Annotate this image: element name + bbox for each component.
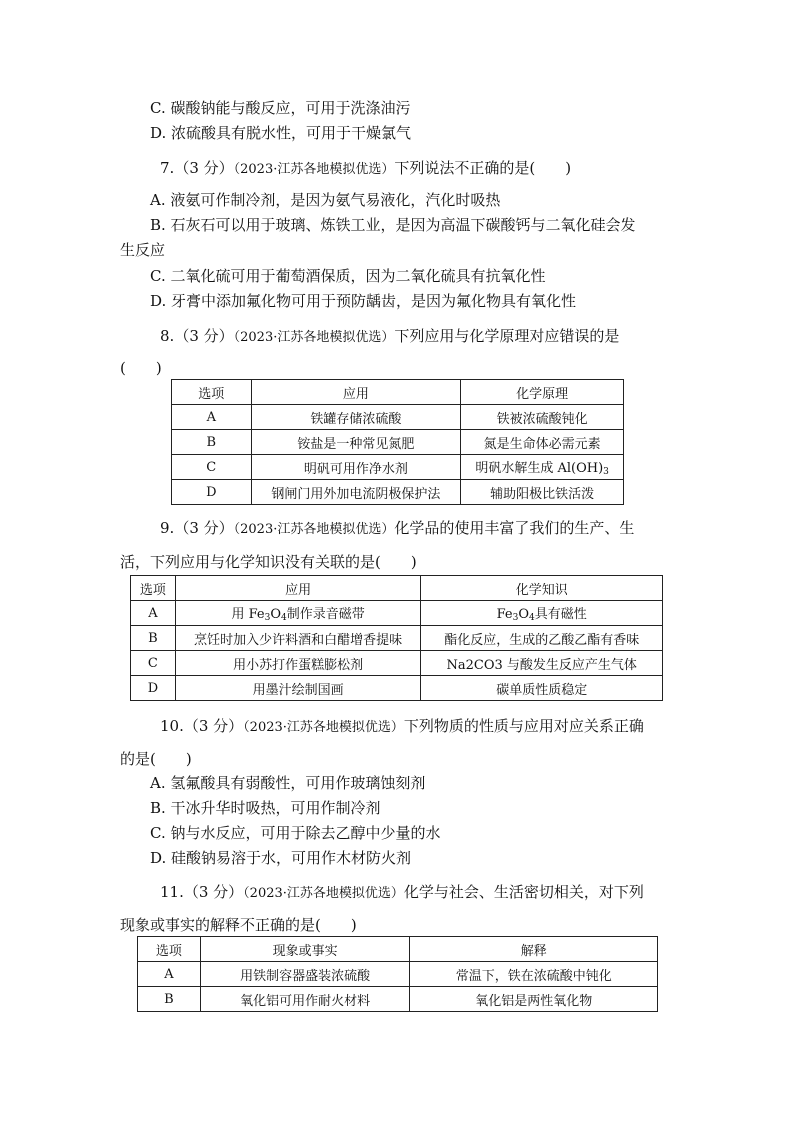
q8-number: 8. (160, 327, 175, 345)
table-header-row (138, 937, 658, 962)
q11-stem-cont: 现象或事实的解释不正确的是( ) (120, 916, 357, 934)
formula-text: O (518, 607, 530, 622)
q7-source: （2023·江苏各地模拟优选） (233, 162, 395, 177)
table-row (172, 480, 624, 505)
q7-stem (160, 158, 571, 180)
formula-subscript: 4 (281, 613, 287, 623)
formula-subscript: 3 (512, 613, 519, 623)
table-cell: 氧化铝是两性氧化物 (410, 987, 658, 1012)
table-cell: 铁罐存储浓硫酸 (251, 405, 461, 430)
table-header: 应用 (175, 576, 421, 601)
q11-stem (160, 882, 644, 904)
table-cell: 酯化反应，生成的乙酸乙酯有香味 (421, 626, 663, 651)
q10-option-c: C. 钠与水反应，可用于除去乙醇中少量的水 (150, 824, 441, 842)
q11-table (137, 936, 658, 1012)
table-cell: C (131, 651, 176, 676)
q7-option-b: B. 石灰石可以用于玻璃、炼铁工业，是因为高温下碳酸钙与二氧化硅会发 (150, 216, 636, 234)
q9-number: 9. (160, 519, 175, 537)
q11-text: 化学与社会、生活密切相关，对下列 (403, 883, 644, 901)
table-header: 选项 (138, 937, 201, 962)
table-row (131, 601, 663, 626)
table-cell: D (172, 480, 252, 505)
q7-option-b-cont: 生反应 (120, 241, 166, 259)
table-cell: A (172, 405, 252, 430)
q10-stem (160, 716, 644, 738)
q6-option-d: D. 浓硫酸具有脱水性，可用于干燥氯气 (150, 124, 412, 142)
q8-score: （3 分） (174, 327, 234, 345)
table-cell: 氧化铝可用作耐火材料 (200, 987, 410, 1012)
table-row (138, 962, 658, 987)
table-header-row (131, 576, 663, 601)
table-cell: 明矾可用作净水剂 (251, 455, 461, 480)
q9-table (130, 575, 663, 701)
table-row (172, 455, 624, 480)
cell-text: 具有磁性 (534, 607, 587, 622)
table-cell: A (138, 962, 201, 987)
table-header: 解释 (410, 937, 658, 962)
q10-source: （2023·江苏各地模拟优选） (243, 720, 404, 735)
table-cell: 常温下，铁在浓硫酸中钝化 (410, 962, 658, 987)
q8-table (171, 379, 624, 505)
table-cell (421, 601, 663, 626)
q10-score: （3 分） (183, 717, 244, 735)
q7-score: （3 分） (174, 159, 234, 177)
table-header: 选项 (131, 576, 176, 601)
formula-text: O (270, 607, 282, 622)
table-cell: 用铁制容器盛装浓硫酸 (200, 962, 410, 987)
q10-option-b: B. 干冰升华时吸热，可用作制冷剂 (150, 799, 381, 817)
q6-option-c: C. 碳酸钠能与酸反应，可用于洗涤油污 (150, 99, 411, 117)
q11-score: （3 分） (183, 883, 244, 901)
q7-option-c: C. 二氧化硫可用于葡萄酒保质，因为二氧化硫具有抗氧化性 (150, 267, 546, 285)
q11-source: （2023·江苏各地模拟优选） (243, 886, 404, 901)
q10-option-d: D. 硅酸钠易溶于水，可用作木材防火剂 (150, 849, 412, 867)
table-cell (175, 601, 421, 626)
table-cell: 铁被浓硫酸钝化 (461, 405, 624, 430)
table-cell: 辅助阳极比铁活泼 (461, 480, 624, 505)
q8-stem-cont: ( ) (120, 359, 162, 377)
table-header: 化学原理 (461, 380, 624, 405)
q11-number: 11. (160, 883, 184, 901)
table-row (138, 987, 658, 1012)
q10-stem-cont: 的是( ) (120, 750, 192, 768)
table-header-row (172, 380, 624, 405)
table-header: 应用 (251, 380, 461, 405)
table-row (172, 430, 624, 455)
q7-number: 7. (160, 159, 175, 177)
q9-text: 化学品的使用丰富了我们的生产、生 (394, 519, 635, 537)
table-cell: 碳单质性质稳定 (421, 676, 663, 701)
q8-stem (160, 326, 619, 348)
q7-option-d: D. 牙膏中添加氟化物可用于预防龋齿，是因为氟化物具有氧化性 (150, 292, 577, 310)
table-cell: B (131, 626, 176, 651)
table-cell: A (131, 601, 176, 626)
formula-text: 用 Fe (231, 607, 265, 622)
table-cell: 钢闸门用外加电流阴极保护法 (251, 480, 461, 505)
table-cell: 用墨汁绘制国画 (175, 676, 421, 701)
formula-subscript: 4 (529, 613, 535, 623)
table-cell: Na2CO3 与酸发生反应产生气体 (421, 651, 663, 676)
table-cell: 烹饪时加入少许料酒和白醋增香提味 (175, 626, 421, 651)
q8-source: （2023·江苏各地模拟优选） (233, 330, 395, 345)
table-header: 选项 (172, 380, 252, 405)
table-cell: D (131, 676, 176, 701)
table-cell: B (138, 987, 201, 1012)
table-row (131, 651, 663, 676)
table-row (131, 626, 663, 651)
table-cell: B (172, 430, 252, 455)
formula-subscript: 3 (603, 467, 609, 477)
table-cell: C (172, 455, 252, 480)
table-cell (461, 455, 624, 480)
table-row (131, 676, 663, 701)
table-cell: 铵盐是一种常见氮肥 (251, 430, 461, 455)
table-header: 化学知识 (421, 576, 663, 601)
table-header: 现象或事实 (200, 937, 410, 962)
q7-option-a: A. 液氨可作制冷剂，是因为氨气易液化，汽化时吸热 (150, 191, 501, 209)
q10-number: 10. (160, 717, 184, 735)
q9-stem (160, 518, 634, 540)
table-cell: 氮是生命体必需元素 (461, 430, 624, 455)
q9-stem-cont: 活，下列应用与化学知识没有关联的是( ) (120, 553, 417, 571)
formula-text: 明矾水解生成 Al(OH) (475, 461, 604, 476)
q7-text: 下列说法不正确的是( ) (394, 159, 572, 177)
cell-text: 制作录音磁带 (286, 607, 365, 622)
q10-text: 下列物质的性质与应用对应关系正确 (403, 717, 644, 735)
q9-score: （3 分） (174, 519, 234, 537)
formula-text: Fe (496, 607, 513, 622)
table-row (172, 405, 624, 430)
q9-source: （2023·江苏各地模拟优选） (233, 522, 395, 537)
table-cell: 用小苏打作蛋糕膨松剂 (175, 651, 421, 676)
formula-subscript: 3 (264, 613, 271, 623)
q8-text: 下列应用与化学原理对应错误的是 (394, 327, 620, 345)
q10-option-a: A. 氢氟酸具有弱酸性，可用作玻璃蚀刻剂 (150, 774, 426, 792)
